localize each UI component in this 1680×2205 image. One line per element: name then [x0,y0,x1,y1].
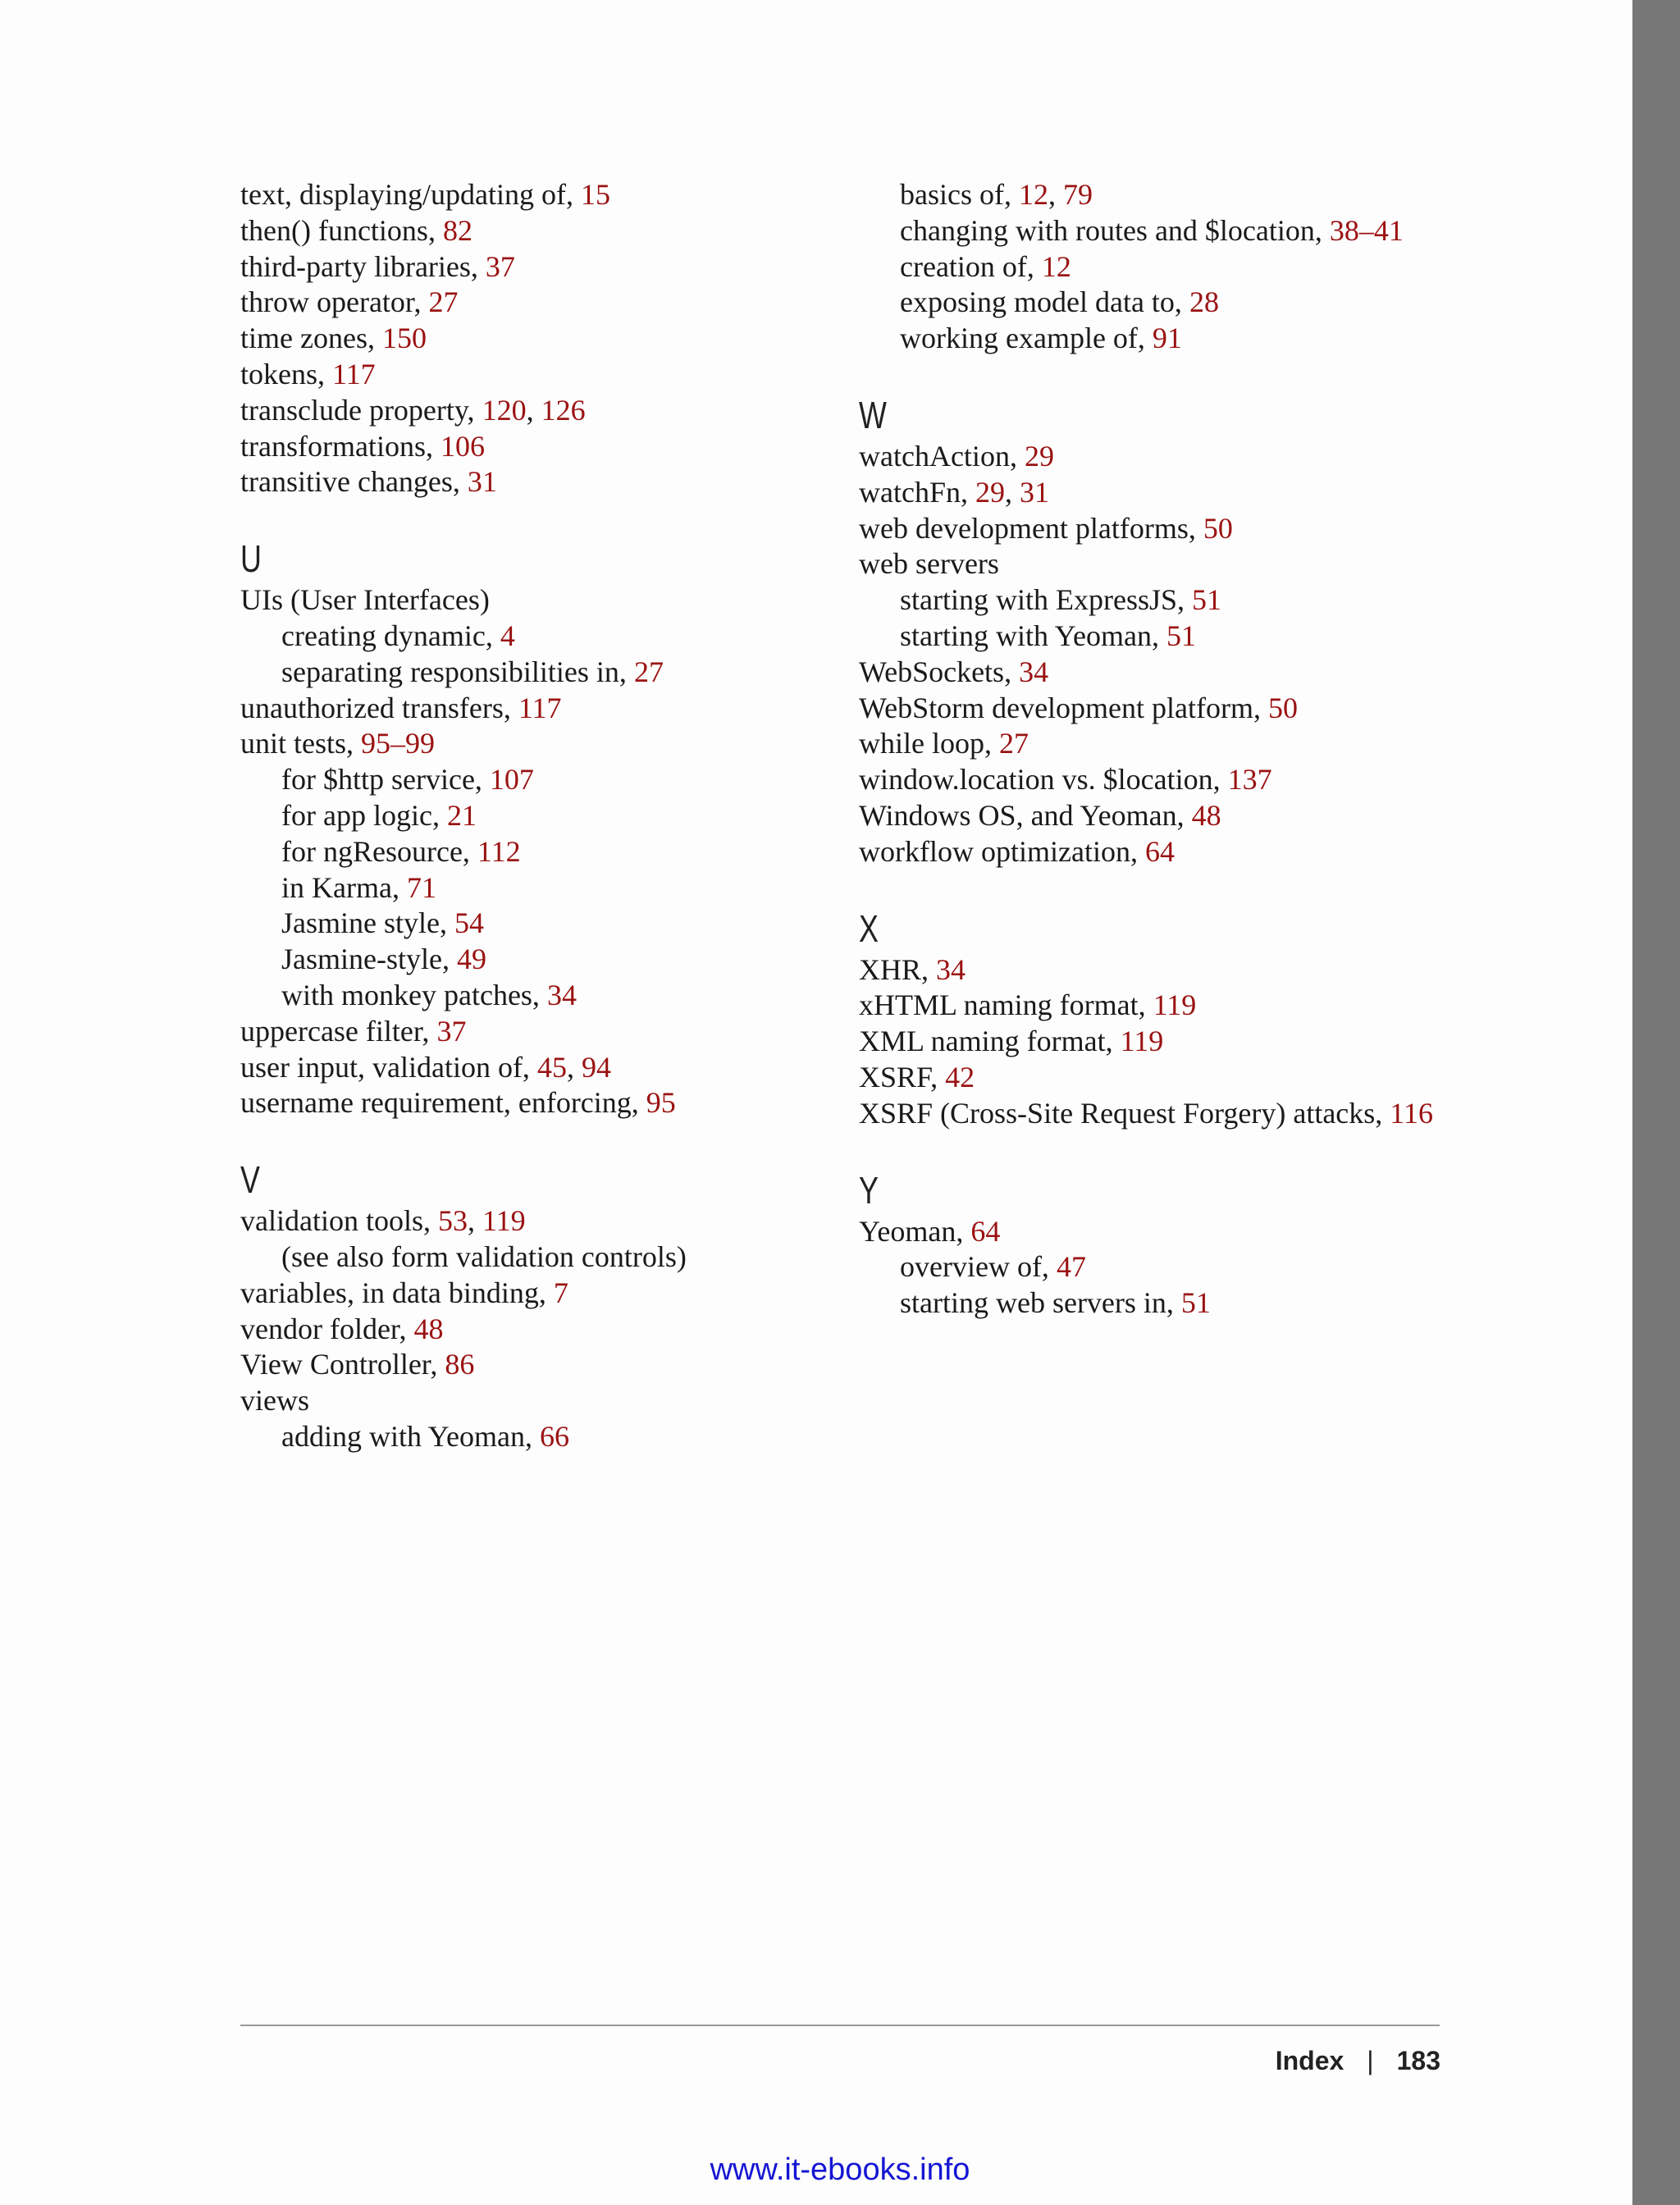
page-reference-link[interactable]: 48 [1191,798,1221,832]
index-subentry [240,978,864,1014]
section-letter-heading: X [859,906,879,950]
index-entry [240,249,864,285]
entry-term: Yeoman, [859,1214,971,1248]
page-reference-link[interactable]: 37 [485,249,515,283]
entry-term: username requirement, enforcing, [240,1086,646,1120]
index-entry [859,691,1499,727]
index-entry [859,1214,1499,1250]
entry-term: for app logic, [281,798,447,832]
page-reference-link[interactable]: 42 [945,1060,975,1093]
page-reference-link[interactable]: 117 [332,357,376,390]
page-reference-link[interactable]: 38–41 [1329,213,1404,247]
page-reference-link[interactable]: 28 [1189,285,1219,319]
page-reference-link[interactable]: 106 [440,429,485,463]
entry-term: transitive changes, [240,465,468,499]
page-separator: , [1004,475,1020,509]
page-reference-link[interactable]: 27 [633,655,664,688]
index-entry [240,177,864,213]
index-subentry [859,213,1499,249]
entry-term: starting web servers in, [900,1286,1181,1320]
entry-term: for ngResource, [281,834,477,868]
entry-term: (see also form validation controls) [281,1239,687,1273]
page-reference-link[interactable]: 126 [541,393,586,427]
entry-term: unit tests, [240,727,362,760]
entry-term: WebSockets, [859,655,1020,688]
index-column-right [859,177,1499,1322]
index-entry [859,439,1499,475]
page-reference-link[interactable]: 95–99 [361,727,436,760]
page-reference-link[interactable]: 12 [1018,178,1048,211]
page-reference-link[interactable]: 86 [445,1348,475,1381]
index-subentry [859,1285,1499,1322]
page-reference-link[interactable]: 21 [446,798,477,832]
entry-term: with monkey patches, [281,978,547,1011]
index-subentry [859,582,1499,619]
index-entry [859,475,1499,511]
entry-term: basics of, [900,178,1019,211]
index-entry [859,726,1499,762]
index-entry [240,213,864,249]
index-entry [240,1014,864,1050]
entry-term: exposing model data to, [900,285,1189,319]
page-reference-link[interactable]: 112 [477,834,521,868]
index-subentry [240,798,864,834]
index-subentry [859,285,1499,321]
index-entry [859,1060,1499,1096]
entry-term: WebStorm development platform, [859,691,1268,724]
page-reference-link[interactable]: 48 [413,1312,444,1345]
page-reference-link[interactable]: 37 [436,1014,467,1048]
index-entry [240,1085,864,1121]
entry-term: while loop, [859,727,999,760]
page-footer [1148,2043,1440,2079]
entry-term: XSRF (Cross-Site Request Forgery) attacks, [859,1096,1390,1130]
entry-term: watchAction, [859,439,1025,472]
entry-term: xHTML naming format, [859,988,1153,1022]
index-section [859,905,1499,1132]
entry-term: tokens, [240,357,332,390]
entry-term: working example of, [900,322,1153,355]
page-reference-link[interactable]: 120 [482,393,527,427]
page-reference-link[interactable]: 64 [970,1214,1001,1248]
page-reference-link[interactable]: 34 [1019,655,1049,688]
entry-term: unauthorized transfers, [240,691,518,724]
page-reference-link[interactable]: 50 [1203,511,1233,545]
index-subentry [859,249,1499,285]
section-letter-heading: U [240,537,262,581]
entry-term: Windows OS, and Yeoman, [859,798,1192,832]
entry-term: overview of, [900,1250,1057,1284]
page-reference-link[interactable]: 7 [553,1276,568,1309]
entry-term: XHR, [859,952,937,986]
index-entry [240,429,864,465]
index-entry [240,1050,864,1086]
page-reference-link[interactable]: 51 [1192,583,1221,617]
footer-separator: | [1367,2046,1374,2075]
entry-term: web servers [859,547,999,581]
index-column-left [240,177,864,1455]
page-reference-link[interactable]: 29 [1024,439,1054,472]
page-reference-link[interactable]: 31 [467,465,497,499]
page-reference-link[interactable]: 51 [1180,1286,1211,1320]
index-entry [240,1276,864,1312]
index-section [240,1156,864,1455]
footer-section-title: Index [1275,2046,1344,2075]
index-entry [859,511,1499,547]
index-entry [240,691,864,727]
index-subentry [240,655,864,691]
index-subentry [240,942,864,978]
index-entry [240,582,864,619]
page-reference-link[interactable]: 119 [482,1204,526,1238]
page-reference-link[interactable]: 51 [1166,619,1197,652]
page-separator: , [566,1050,582,1084]
page-reference-link[interactable]: 47 [1056,1250,1086,1284]
index-entry [859,988,1499,1024]
index-entry [240,1203,864,1239]
page-reference-link[interactable]: 27 [428,285,459,319]
page-reference-link[interactable]: 4 [500,619,515,652]
index-section [859,1166,1499,1322]
entry-term: adding with Yeoman, [281,1419,540,1453]
entry-term: XSRF, [859,1060,946,1093]
page-separator: , [1048,178,1063,211]
page-reference-link[interactable]: 49 [456,943,486,976]
entry-term: user input, validation of, [240,1050,537,1084]
page-separator: , [526,393,541,427]
index-entry [859,952,1499,988]
page-separator: , [467,1204,482,1238]
entry-term: uppercase filter, [240,1014,437,1048]
index-subentry [240,1419,864,1455]
page-reference-link[interactable]: 119 [1153,988,1197,1022]
index-entry [240,285,864,321]
index-section [859,391,1499,870]
viewer-side-strip [1632,0,1680,2205]
page-reference-link[interactable]: 54 [454,906,484,940]
index-subentry [859,177,1499,213]
index-entry [859,798,1499,834]
index-entry [240,321,864,357]
index-entry [240,1312,864,1348]
index-subentry [240,762,864,798]
entry-term: UIs (User Interfaces) [240,583,490,617]
index-entry [859,546,1499,582]
page-reference-link[interactable]: 91 [1152,322,1182,355]
index-subentry [240,870,864,906]
entry-term: watchFn, [859,475,975,509]
entry-term: in Karma, [281,870,407,904]
page-reference-link[interactable]: 150 [381,322,427,355]
index-entry [240,1347,864,1383]
index-entry [859,762,1499,798]
entry-term: workflow optimization, [859,834,1145,868]
entry-term: validation tools, [240,1204,438,1238]
entry-term: variables, in data binding, [240,1276,554,1309]
page-reference-link[interactable]: 34 [546,978,577,1011]
entry-term: changing with routes and $location, [900,213,1330,247]
entry-term: starting with Yeoman, [900,619,1167,652]
page-reference-link[interactable]: 95 [646,1086,676,1120]
index-entry [859,1096,1499,1132]
page-reference-link[interactable]: 15 [580,178,610,211]
entry-term: web development platforms, [859,511,1203,545]
entry-term: third-party libraries, [240,249,486,283]
entry-term: views [240,1384,309,1418]
entry-term: transclude property, [240,393,482,427]
section-letter-heading: W [859,393,887,436]
entry-term: creating dynamic, [281,619,500,652]
index-entry [859,1024,1499,1060]
page-reference-link[interactable]: 66 [540,1419,569,1453]
index-entry [240,357,864,393]
page-reference-link[interactable]: 79 [1062,178,1093,211]
entry-term: Jasmine style, [281,906,454,940]
entry-term: transformations, [240,429,441,463]
entry-term: separating responsibilities in, [281,655,634,688]
index-subentry [240,906,864,942]
entry-term: time zones, [240,322,382,355]
index-entry [859,655,1499,691]
entry-term: for $http service, [281,763,490,797]
page-reference-link[interactable]: 71 [406,870,436,904]
entry-term: creation of, [900,249,1042,283]
page-reference-link[interactable]: 45 [536,1050,567,1084]
page-reference-link[interactable]: 137 [1227,763,1272,797]
entry-term: XML naming format, [859,1025,1121,1058]
index-subentry [859,321,1499,357]
index-entry [240,726,864,762]
page-reference-link[interactable]: 34 [936,952,966,986]
index-entry [240,1383,864,1419]
page-reference-link[interactable]: 53 [437,1204,468,1238]
page-reference-link[interactable]: 116 [1390,1096,1433,1130]
page-reference-link[interactable]: 117 [518,691,562,724]
entry-term: text, displaying/updating of, [240,178,581,211]
page-reference-link[interactable]: 82 [442,213,472,247]
watermark-link[interactable]: www.it-ebooks.info [710,2152,970,2187]
entry-term: View Controller, [240,1348,445,1381]
entry-term: then() functions, [240,213,443,247]
entry-term: starting with ExpressJS, [900,583,1192,617]
entry-term: Jasmine-style, [281,943,457,976]
index-entry [240,464,864,500]
index-section [240,535,864,1121]
page-reference-link[interactable]: 94 [581,1050,611,1084]
entry-term: window.location vs. $location, [859,763,1228,797]
page-reference-link[interactable]: 107 [489,763,534,797]
index-subentry [240,1239,864,1276]
entry-term: throw operator, [240,285,429,319]
index-subentry [859,619,1499,655]
page-reference-link[interactable]: 29 [975,475,1005,509]
index-section [859,177,1499,357]
page-reference-link[interactable]: 27 [998,727,1029,760]
page-reference-link[interactable]: 12 [1041,249,1071,283]
page-number: 183 [1396,2046,1440,2075]
page-reference-link[interactable]: 50 [1268,691,1298,724]
index-subentry [859,1249,1499,1285]
page-reference-link[interactable]: 31 [1019,475,1049,509]
index-subentry [240,619,864,655]
index-entry [240,393,864,429]
section-letter-heading: Y [859,1168,879,1212]
index-section [240,177,864,500]
entry-term: vendor folder, [240,1312,414,1345]
page-reference-link[interactable]: 119 [1120,1025,1164,1058]
page-reference-link[interactable]: 64 [1144,834,1175,868]
section-letter-heading: V [240,1158,260,1202]
footer-rule [240,2025,1440,2026]
index-entry [859,834,1499,870]
index-subentry [240,834,864,870]
